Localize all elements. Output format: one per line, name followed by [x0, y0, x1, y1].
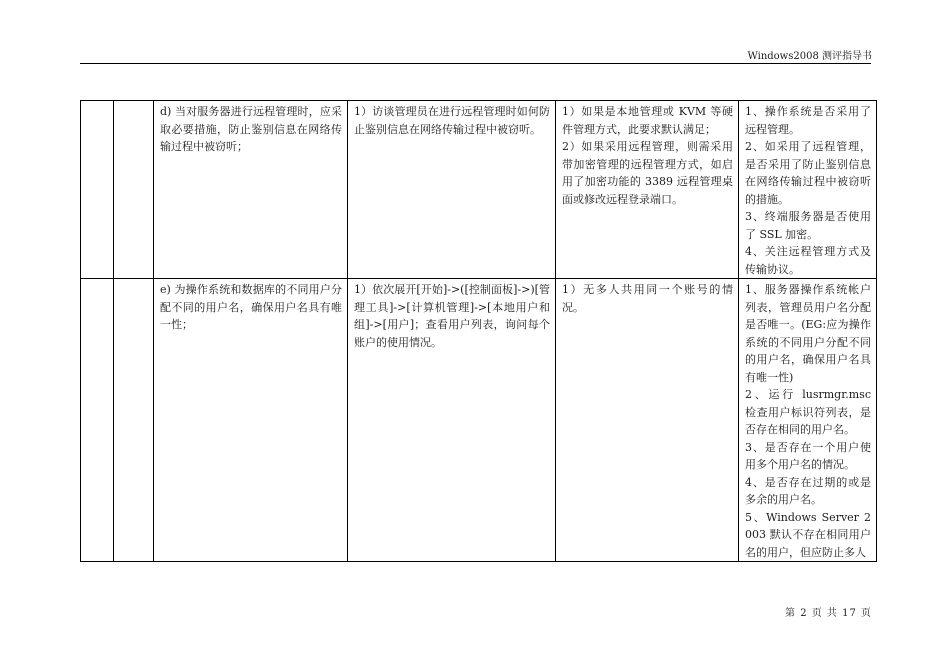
- table-row: [81, 279, 877, 562]
- subcategory-cell: [114, 101, 154, 279]
- requirement-cell: [154, 279, 348, 562]
- header-rule: [80, 63, 871, 64]
- requirement-text: d) 当对服务器进行远程管理时，应采取必要措施，防止鉴别信息在网络传输过程中被窃听；: [160, 105, 342, 153]
- method-text: 1）依次展开[开始]->([控制面板]->)[管理工具]->[计算机管理]->[本地用户和组]->[用户]；查看用户列表，询问每个账户的使用情况。: [354, 283, 550, 349]
- expected-result-text: 1）如果是本地管理或 KVM 等硬件管理方式，此要求默认满足； 2）如果采用远程管理，则需采用带加密管理的远程管理方式，如启用了加密功能的 3389 远程管理桌面或修改远程登录端口。: [562, 105, 733, 206]
- method-cell: [348, 101, 556, 279]
- expected-result-cell: [556, 101, 739, 279]
- category-cell: [81, 279, 114, 562]
- requirement-cell: [154, 101, 348, 279]
- expected-result-cell: [556, 279, 739, 562]
- expected-result-text: 1）无多人共用同一个账号的情况。: [562, 283, 733, 314]
- evaluation-table: [80, 100, 877, 562]
- method-text: 1）访谈管理员在进行远程管理时如何防止鉴别信息在网络传输过程中被窃听。: [354, 105, 550, 136]
- notes-cell: [739, 101, 877, 279]
- table-row: [81, 101, 877, 279]
- subcategory-cell: [114, 279, 154, 562]
- category-cell: [81, 101, 114, 279]
- requirement-text: e) 为操作系统和数据库的不同用户分配不同的用户名，确保用户名具有唯一性；: [160, 283, 342, 331]
- notes-text: 1、服务器操作系统帐户列表，管理员用户名分配是否唯一。(EG:应为操作系统的不同用户分配不同的用户名，确保用户名具有唯一性) 2、运行 lusrmgr.msc 检查用户标识符列表，是否存在相同的用户名。 3、是否存在一个用户使用多个用户名的情况。 4、是否存在过期的或是多余的用户名。 5、Windows Server 2003 默认不存在相同用户名的用户，但应防止多人: [745, 283, 871, 559]
- method-cell: [348, 279, 556, 562]
- page-number: 第 2 页 共 17 页: [785, 608, 872, 619]
- document-header-title: Windows2008 测评指导书: [747, 51, 872, 62]
- notes-cell: [739, 279, 877, 562]
- notes-text: 1、操作系统是否采用了远程管理。 2、如采用了远程管理，是否采用了防止鉴别信息在网络传输过程中被窃听的措施。 3、终端服务器是否使用了 SSL 加密。 4、关注远程管理方式及传输协议。: [745, 105, 871, 276]
